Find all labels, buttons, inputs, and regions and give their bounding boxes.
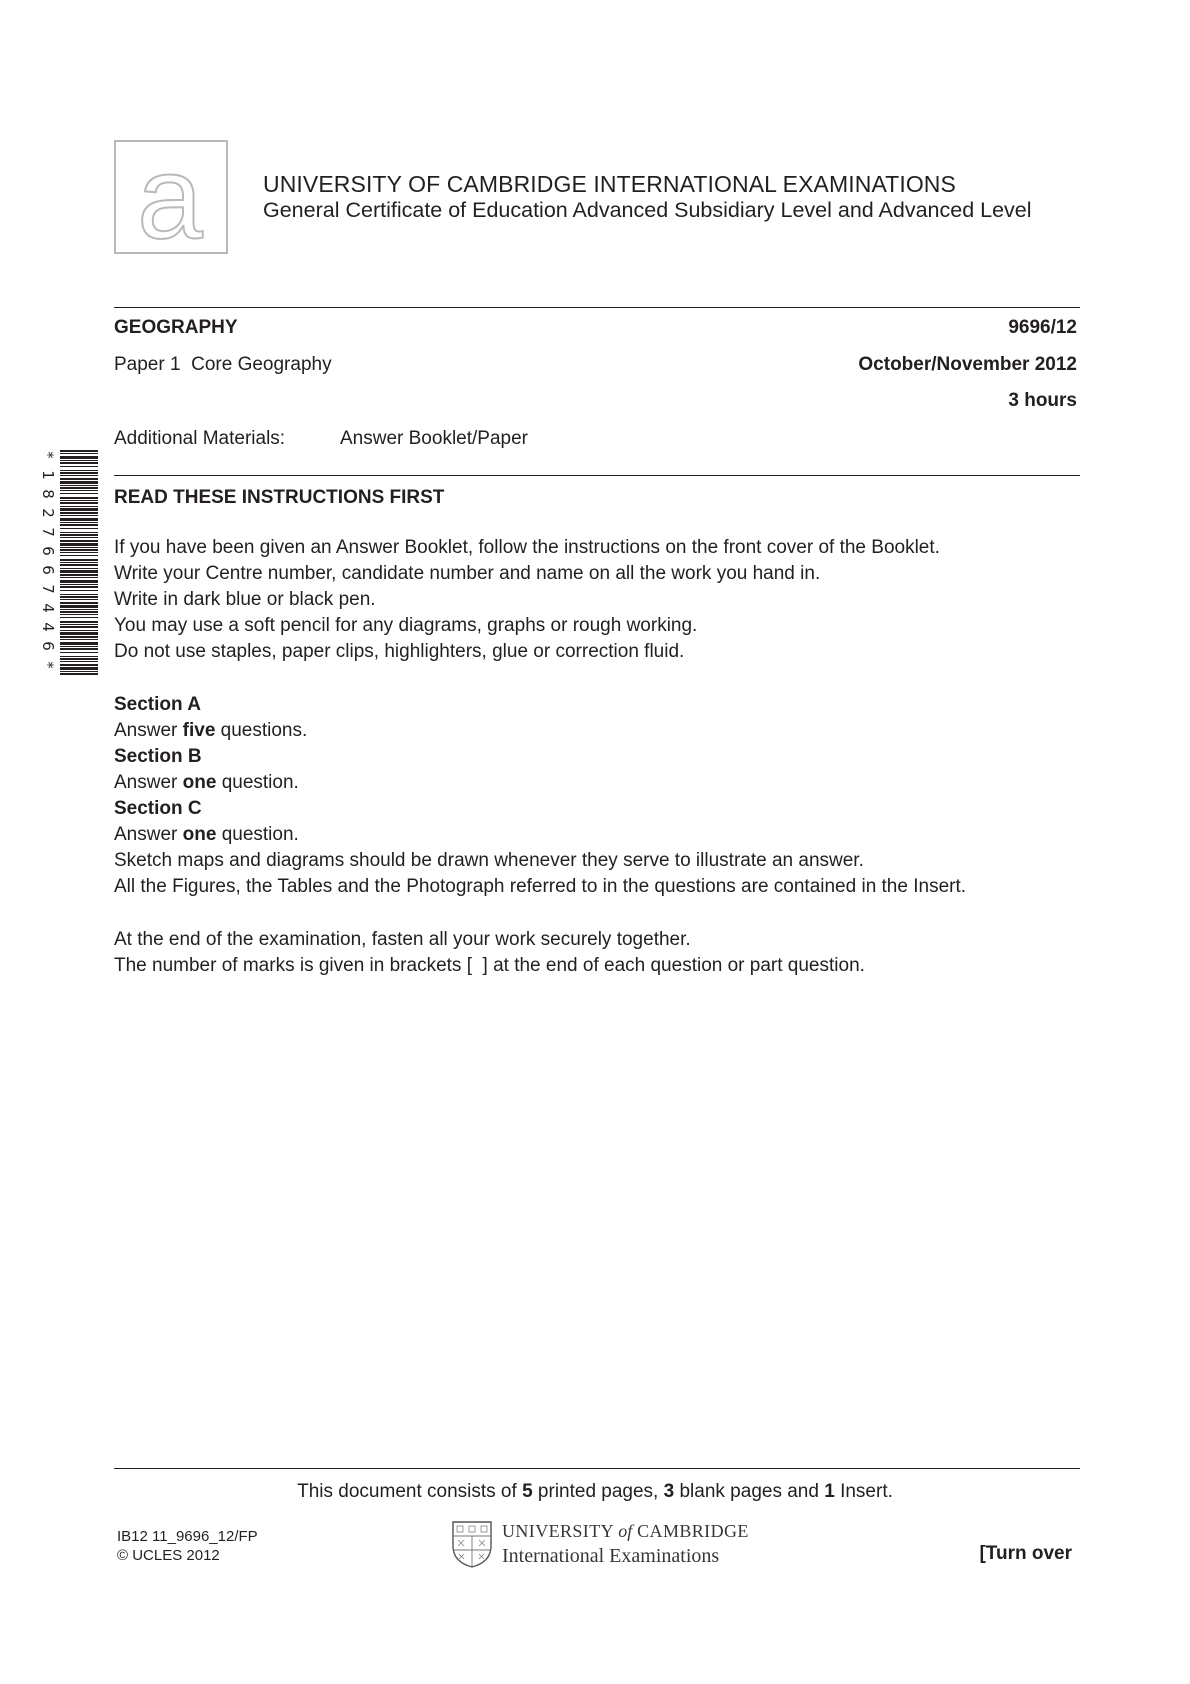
barcode-bar: [60, 621, 98, 623]
barcode-bar: [60, 485, 98, 486]
section-c-title: Section C: [114, 798, 202, 819]
barcode-bar: [60, 502, 98, 504]
barcode-bar: [60, 453, 98, 454]
barcode-bar: [60, 664, 98, 666]
barcode-bar: [60, 478, 98, 480]
barcode-digits: [28, 446, 64, 678]
barcode-bar: [60, 605, 98, 608]
barcode-digit: *: [39, 661, 57, 669]
figures-instruction: All the Figures, the Tables and the Photograph referred to in the questions are contained in the Insert.: [114, 876, 967, 897]
barcode-bar: [60, 552, 98, 553]
cambridge-wordmark-line2: International Examinations: [502, 1545, 720, 1567]
sketch-instruction: Sketch maps and diagrams should be drawn whenever they serve to illustrate an answer.: [114, 850, 864, 871]
barcode-bar: [60, 609, 98, 610]
barcode-bar: [60, 524, 98, 526]
barcode-bar: [60, 617, 98, 618]
barcode-bar: [60, 614, 98, 615]
letter-a-logo-icon: [116, 128, 226, 248]
exam-session: October/November 2012: [858, 354, 1077, 375]
barcode-digit: 7: [39, 584, 57, 594]
barcode-bar: [60, 596, 98, 598]
barcode-bar: [60, 487, 98, 489]
barcode-bar: [60, 636, 98, 638]
barcode-bar: [60, 497, 98, 499]
general-instructions: [114, 535, 940, 665]
barcode-bar: [60, 534, 98, 536]
barcode-bar: [60, 462, 98, 464]
barcode-bar: [60, 481, 98, 484]
section-b-title: Section B: [114, 746, 202, 767]
barcode-bar: [60, 559, 98, 561]
instruction-line: You may use a soft pencil for any diagrams, graphs or rough working.: [114, 615, 698, 636]
barcode-bar: [60, 639, 98, 640]
instructions-heading: READ THESE INSTRUCTIONS FIRST: [114, 487, 445, 508]
barcode-bar: [60, 470, 98, 471]
exam-duration: 3 hours: [1008, 390, 1077, 411]
barcode-bar: [60, 540, 98, 542]
copyright-notice: © UCLES 2012: [117, 1547, 220, 1564]
syllabus-code: 9696/12: [1008, 317, 1077, 338]
barcode-bar: [60, 518, 98, 521]
section-a-rule: Answer five questions.: [114, 720, 308, 741]
barcode-bar: [60, 624, 98, 625]
top-rule: [114, 307, 1080, 308]
subject-title: GEOGRAPHY: [114, 317, 238, 338]
barcode-digit: 1: [39, 470, 57, 480]
footer-rule: [114, 1468, 1080, 1469]
section-c-rule: Answer one question.: [114, 824, 299, 845]
logo-letter: a: [137, 132, 203, 248]
cambridge-crest-icon: [451, 1520, 493, 1568]
paper-title: Paper 1 Core Geography: [114, 354, 332, 375]
section-b-rule: Answer one question.: [114, 772, 299, 793]
instructions-rule: [114, 475, 1080, 476]
barcode-bar: [60, 577, 98, 578]
barcode-bar: [60, 515, 98, 516]
barcode-bar: [60, 586, 98, 588]
barcode-bar: [60, 594, 98, 595]
barcode-bar: [60, 522, 98, 523]
barcode-bar: [60, 646, 98, 647]
cambridge-wordmark-line1: UNIVERSITY of CAMBRIDGE: [502, 1521, 749, 1541]
barcode-bar: [60, 472, 98, 474]
materials-label: Additional Materials:: [114, 428, 286, 449]
barcode-bar: [60, 562, 98, 563]
barcode-bar: [60, 460, 98, 461]
barcode-bar: [60, 564, 98, 566]
barcode-bar: [60, 584, 98, 585]
barcode-bar: [60, 667, 98, 670]
barcode-digit: 7: [39, 527, 57, 537]
barcode-bar: [60, 555, 98, 556]
document-reference: IB12 11_9696_12/FP: [117, 1528, 258, 1545]
instruction-line: Do not use staples, paper clips, highlighters, glue or correction fluid.: [114, 641, 685, 662]
barcode-bar: [60, 549, 98, 551]
page-count-statement: This document consists of 5 printed pages, 3 blank pages and 1 Insert.: [297, 1481, 893, 1502]
instruction-line: If you have been given an Answer Booklet, follow the instructions on the front cover of the Booklet.: [114, 537, 940, 558]
barcode-bar: [60, 508, 98, 511]
barcode-bar: [60, 652, 98, 653]
barcode-bar: [60, 626, 98, 628]
barcode-bar: [60, 570, 98, 573]
barcode-bar: [60, 673, 98, 675]
barcode-bar: [60, 599, 98, 600]
barcode-bar: [60, 568, 98, 569]
barcode-digit: 6: [39, 641, 57, 651]
barcode-bar: [60, 493, 98, 494]
barcode-bar: [60, 500, 98, 501]
barcode-bar: [60, 658, 98, 660]
instruction-line: Write in dark blue or black pen.: [114, 589, 376, 610]
barcode-bar: [60, 547, 98, 548]
barcode-bar: [60, 528, 98, 529]
barcode-digit: 4: [39, 622, 57, 632]
materials-value: Answer Booklet/Paper: [340, 428, 528, 449]
barcode-bar: [60, 512, 98, 514]
marks-instruction: The number of marks is given in brackets [ ] at the end of each question or part question.: [114, 955, 865, 976]
barcode-bar: [60, 532, 98, 533]
instruction-line: Write your Centre number, candidate number and name on all the work you hand in.: [114, 563, 821, 584]
institution-name: UNIVERSITY OF CAMBRIDGE INTERNATIONAL EXAMINATIONS: [263, 171, 956, 197]
barcode-digit: 4: [39, 603, 57, 613]
barcode-bar: [60, 475, 98, 476]
document-code: [117, 1527, 258, 1565]
barcode-bar: [60, 543, 98, 546]
barcode-digit: 8: [39, 489, 57, 499]
barcode-bar: [60, 450, 98, 452]
barcode-bar: [60, 490, 98, 491]
barcode-bar: [60, 466, 98, 467]
barcode-bar: [60, 671, 98, 672]
barcode-bar: [60, 456, 98, 459]
closing-instructions: [114, 927, 865, 979]
barcode-bar: [60, 574, 98, 576]
section-instructions: [114, 692, 966, 900]
barcode-bar: [60, 611, 98, 613]
barcode-digit: 6: [39, 565, 57, 575]
barcode-bar: [60, 648, 98, 650]
barcode-bar: [60, 642, 98, 645]
barcode-digit: 2: [39, 508, 57, 518]
end-instruction: At the end of the examination, fasten all your work securely together.: [114, 929, 691, 950]
barcode-icon: [60, 450, 98, 676]
barcode-bar: [60, 632, 98, 635]
barcode-bar: [60, 580, 98, 583]
qualification-name: General Certificate of Education Advanced Subsidiary Level and Advanced Level: [263, 198, 1032, 222]
barcode-bar: [60, 506, 98, 507]
barcode-bar: [60, 661, 98, 662]
turn-over-label: [Turn over: [979, 1543, 1072, 1564]
barcode-digit: 6: [39, 546, 57, 556]
barcode-bar: [60, 602, 98, 604]
barcode-bar: [60, 590, 98, 591]
barcode-digit: *: [39, 451, 57, 459]
section-a-title: Section A: [114, 694, 201, 715]
barcode-bar: [60, 656, 98, 657]
barcode-bar: [60, 537, 98, 538]
barcode-bar: [60, 630, 98, 631]
cie-logo: [114, 132, 228, 254]
